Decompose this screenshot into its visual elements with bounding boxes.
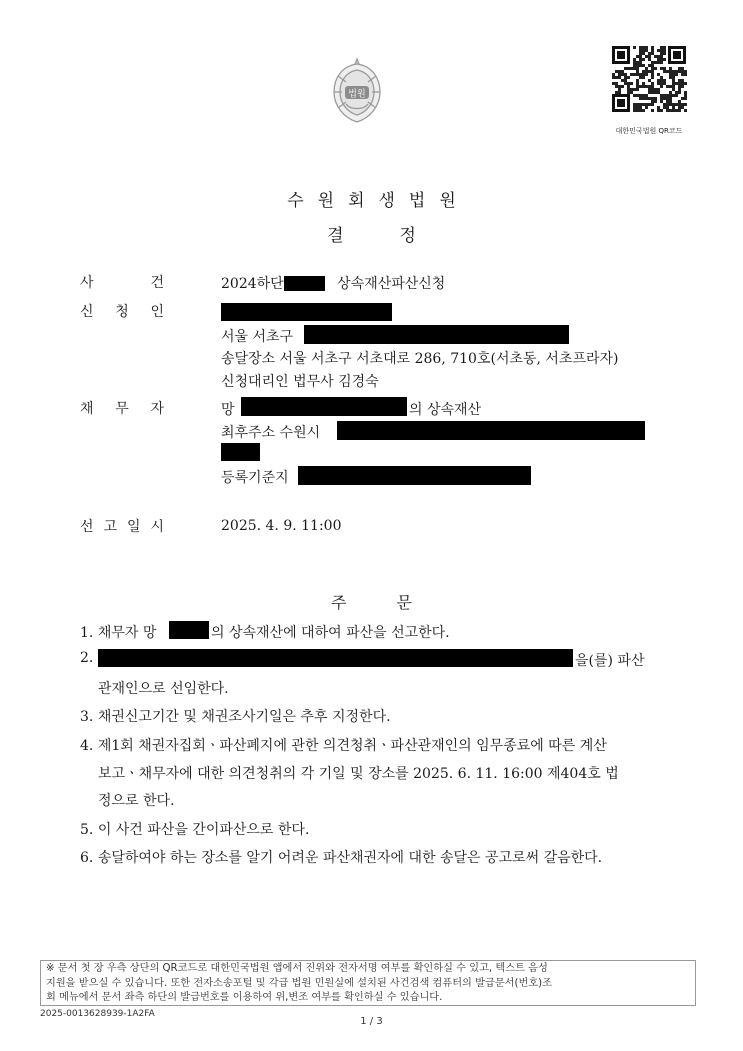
document-issue-number: 2025-0013628939-1A2FA bbox=[40, 1009, 155, 1019]
label-char: 선 bbox=[80, 519, 94, 535]
order-title: 주문 bbox=[331, 593, 462, 612]
redacted-case-number bbox=[284, 276, 325, 291]
order-item-5: 5. 이 사건 파산을 간이파산으로 한다. bbox=[80, 822, 310, 838]
redacted-debtor-name bbox=[241, 397, 407, 416]
label-char: 자 bbox=[150, 401, 164, 417]
qr-code bbox=[608, 42, 690, 116]
order-item-4-line3: 정으로 한다. bbox=[98, 793, 175, 809]
debtor-label bbox=[80, 398, 164, 418]
declaration-label bbox=[80, 516, 164, 536]
debtor-last-address-prefix: 최후주소 수원시 bbox=[221, 425, 321, 441]
redacted-debtor-last-address bbox=[337, 421, 645, 440]
case-name: 상속재산파산신청 bbox=[337, 276, 446, 292]
debtor-name-prefix: 망 bbox=[221, 402, 235, 418]
label-char: 채 bbox=[80, 401, 94, 417]
decision-title: 결정 bbox=[327, 226, 472, 246]
case-number-prefix: 2024하단 bbox=[221, 276, 284, 292]
label-char: 무 bbox=[115, 401, 129, 417]
order-item-2-suffix: 을(를) 파산 bbox=[575, 653, 645, 669]
declaration-datetime: 2025. 4. 9. 11:00 bbox=[221, 518, 342, 534]
court-name: 수원회생법원 bbox=[287, 191, 470, 211]
debtor-name-suffix: 의 상속재산 bbox=[409, 402, 482, 418]
verification-notice bbox=[40, 960, 696, 1006]
page-number: 1 / 3 bbox=[360, 1016, 383, 1027]
redacted-trustee-name bbox=[98, 649, 573, 667]
label-char: 고 bbox=[103, 519, 118, 535]
order-item-4: 4. 제1회 채권자집회ㆍ파산폐지에 관한 의견청취ㆍ파산관재인의 임무종료에 따른 계산 bbox=[80, 738, 607, 754]
redacted-applicant-address bbox=[304, 325, 569, 344]
qr-caption: 대한민국법원 QR코드 bbox=[615, 127, 683, 135]
case-number-row bbox=[221, 273, 445, 293]
order-item-1-suffix: 의 상속재산에 대하여 파산을 선고한다. bbox=[211, 625, 450, 641]
case-label bbox=[80, 272, 164, 292]
applicant-address-row bbox=[221, 326, 293, 346]
label-char: 인 bbox=[150, 304, 164, 320]
order-item-1: 1. 채무자 망 bbox=[80, 625, 157, 641]
label-char: 시 bbox=[150, 519, 164, 535]
label-char: 건 bbox=[150, 275, 164, 291]
notice-line-3: 회 메뉴에서 문서 좌측 하단의 발급번호를 이용하여 위,변조 여부를 확인하실 수 있습니다. bbox=[46, 992, 443, 1003]
order-item-2-number: 2. bbox=[80, 650, 94, 666]
order-item-6: 6. 송달하여야 하는 장소를 알기 어려운 파산채권자에 대한 송달은 공고로써 갈음한다. bbox=[80, 850, 603, 866]
applicant-service-place: 송달장소 서울 서초구 서초대로 286, 710호(서초동, 서초프라자) bbox=[221, 351, 619, 367]
label-char: 사 bbox=[80, 275, 94, 291]
order-item-4-line2: 보고ㆍ채무자에 대한 의견청취의 각 기일 및 장소를 2025. 6. 11. 16:00 제404호 법 bbox=[98, 766, 619, 782]
redacted-debtor-last-address-cont bbox=[221, 443, 260, 461]
label-char: 신 bbox=[80, 304, 94, 320]
redacted-debtor-name-2 bbox=[169, 621, 209, 639]
order-item-3: 3. 채권신고기간 및 채권조사기일은 추후 지정한다. bbox=[80, 709, 391, 725]
order-item-2-cont: 관재인으로 선임한다. bbox=[98, 681, 229, 697]
applicant-agent: 신청대리인 법무사 김경숙 bbox=[221, 374, 379, 390]
redacted-applicant-name bbox=[221, 303, 392, 321]
applicant-address-prefix: 서울 서초구 bbox=[221, 329, 294, 345]
court-emblem-icon bbox=[328, 56, 386, 126]
emblem-text: 법원 bbox=[348, 89, 366, 100]
applicant-label bbox=[80, 301, 164, 321]
notice-line-1: ※ 문서 첫 장 우측 상단의 QR코드로 대한민국법원 앱에서 진위와 전자서명 여부를 확인하실 수 있고, 텍스트 음성 bbox=[46, 963, 548, 974]
label-char: 청 bbox=[115, 304, 129, 320]
debtor-registered-base-prefix: 등록기준지 bbox=[221, 470, 289, 486]
redacted-debtor-registered-base bbox=[298, 466, 531, 485]
label-char: 일 bbox=[126, 519, 141, 535]
notice-line-2: 지원을 받으실 수 있습니다. 또한 전자소송포털 및 각급 법원 민원실에 설치된 사건검색 컴퓨터의 발급문서(번호)조 bbox=[46, 977, 552, 989]
